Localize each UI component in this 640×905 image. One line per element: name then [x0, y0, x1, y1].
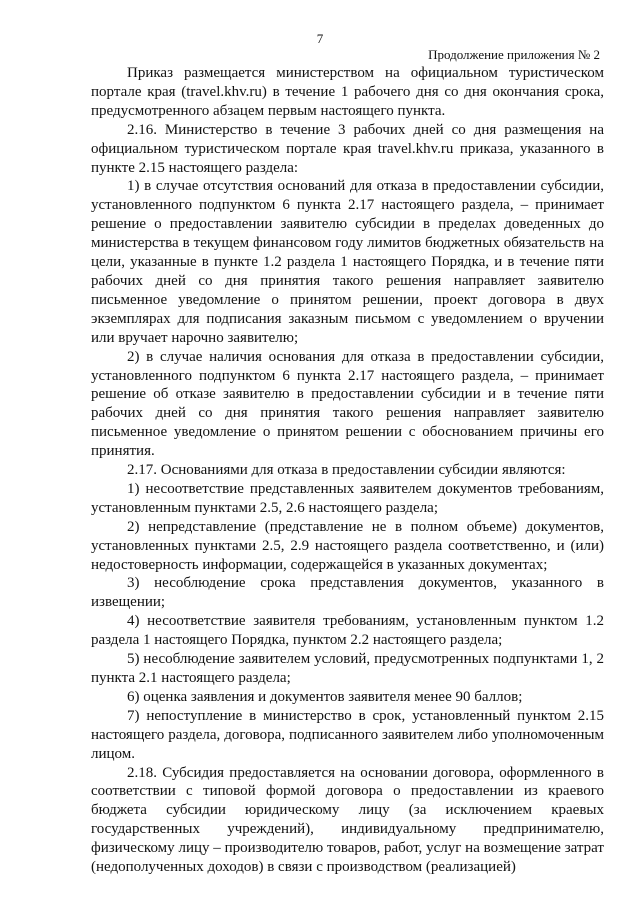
paragraph-2-17-item-2: 2) непредставление (представление не в полном объеме) документов, установленных пунктами 2.5, 2.9 настоящего раздела соответственно, и (или) недостоверность информации, содержащейся в указанных документах;: [91, 518, 604, 573]
paragraph-2-17-item-5: 5) несоблюдение заявителем условий, предусмотренных подпунктами 1, 2 пункта 2.1 настоящего раздела;: [91, 651, 604, 686]
paragraph-2-16-item-2: 2) в случае наличия основания для отказа в предоставлении субсидии, установленного подпунктом 6 пункта 2.17 настоящего раздела, – принимает решение об отказе заявителю в предоставлении субсидии и в течение пяти рабочих дней со дня принятия такого решения направляет заявителю письменное уведомление о принятом решении с обоснованием причины его принятия.: [91, 348, 604, 460]
page-number: 7: [316, 31, 324, 46]
paragraph-2-16: 2.16. Министерство в течение 3 рабочих дней со дня размещения на официальном туристическом портале края travel.khv.ru приказа, указанного в пункте 2.15 настоящего раздела:: [91, 121, 604, 176]
paragraph-2-17: 2.17. Основаниями для отказа в предоставлении субсидии являются:: [127, 462, 566, 479]
paragraph-2-18: 2.18. Субсидия предоставляется на основании договора, оформленного в соответствии с типовой формой договора о предоставлении из краевого бюджета субсидии юридическому лицу (за исключением краевых государственных учреждений), индивидуальному предпринимателю, физическому лицу – производителю товаров, работ, услуг на возмещение затрат (недополученных доходов) в связи с производством (реализацией): [91, 764, 604, 876]
paragraph-order-publication: Приказ размещается министерством на официальном туристическом портале края (travel.khv.ru) в течение 1 рабочего дня со дня окончания срока, предусмотренного абзацем первым настоящего пункта.: [91, 65, 604, 119]
paragraph-2-17-item-6: 6) оценка заявления и документов заявителя менее 90 баллов;: [127, 688, 523, 705]
paragraph-2-17-item-1: 1) несоответствие представленных заявителем документов требованиям, установленным пунктами 2.5, 2.6 настоящего раздела;: [91, 480, 604, 516]
appendix-continuation-note: Продолжение приложения № 2: [428, 47, 600, 62]
document-body: [91, 64, 604, 877]
paragraph-2-17-item-3: 3) несоблюдение срока представления документов, указанного в извещении;: [91, 575, 604, 611]
paragraph-2-17-item-7: 7) непоступление в министерство в срок, установленный пунктом 2.15 настоящего раздела, договора, подписанного заявителем либо уполномоченным лицом.: [91, 707, 604, 762]
paragraph-2-16-item-1: 1) в случае отсутствия оснований для отказа в предоставлении субсидии, установленного подпунктом 6 пункта 2.17 настоящего раздела, – принимает решение о предоставлении заявителю субсидии в пределах доведенных до министерства в текущем финансовом году лимитов бюджетных обязательств на цели, указанные в пункте 1.2 раздела 1 настоящего Порядка, и в течение пяти рабочих дней со дня принятия такого решения направляет заявителю письменное уведомление о принятом решении, проект договора в двух экземплярах для подписания заказным письмом с уведомлением о вручении или вручает нарочно заявителю;: [91, 178, 604, 346]
paragraph-2-17-item-4: 4) несоответствие заявителя требованиям, установленным пунктом 1.2 раздела 1 настоящего Порядка, пунктом 2.2 настоящего раздела;: [91, 613, 604, 649]
